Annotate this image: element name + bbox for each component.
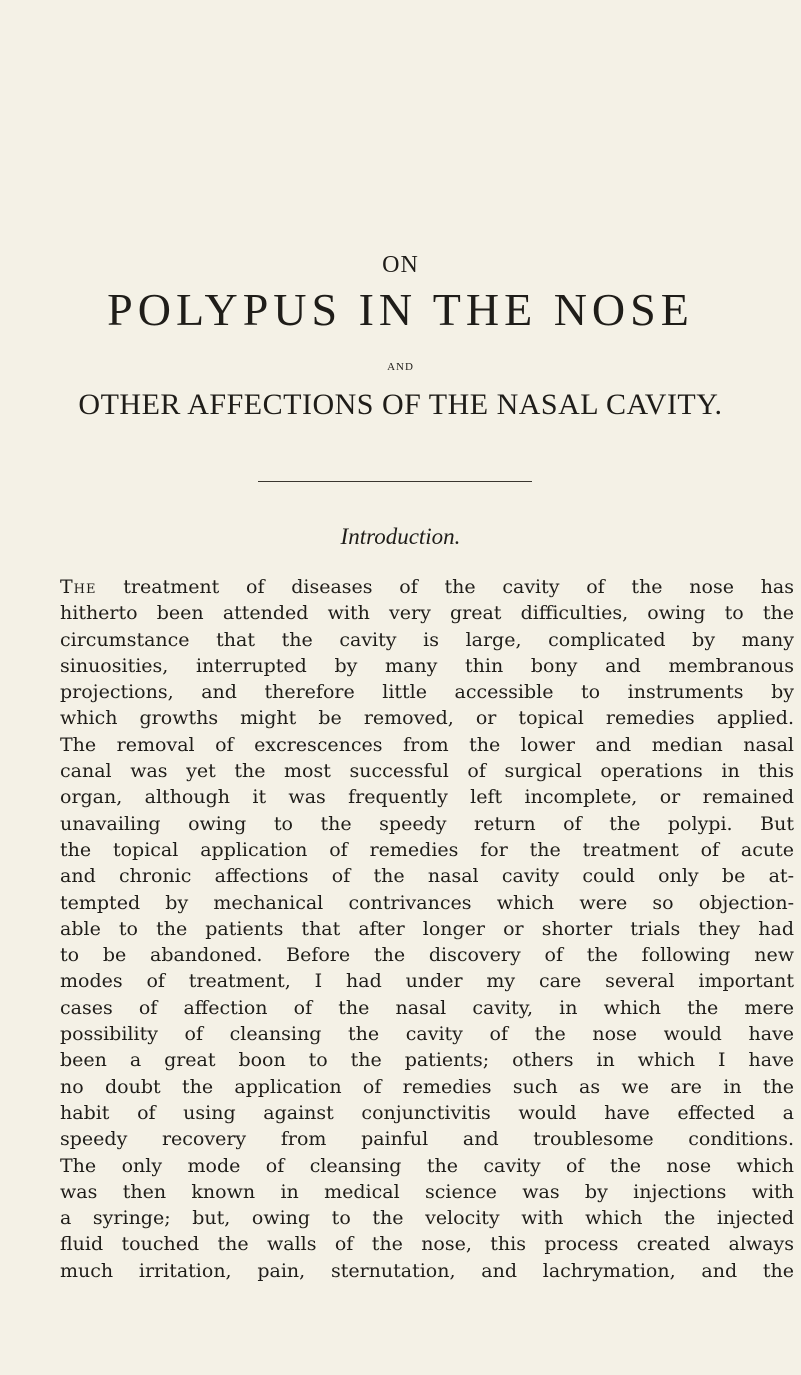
body-line: habit of using against conjunctivitis would have effected a bbox=[60, 1101, 794, 1124]
heading-on: ON bbox=[382, 252, 419, 278]
section-heading-introduction: Introduction. bbox=[340, 524, 461, 549]
body-paragraph bbox=[60, 574, 794, 1284]
body-line: cases of affection of the nasal cavity, in which the mere bbox=[60, 996, 794, 1019]
body-line: fluid touched the walls of the nose, this process created always bbox=[60, 1233, 794, 1256]
body-line: The removal of excrescences from the lower and median nasal bbox=[60, 733, 794, 756]
body-line: much irritation, pain, sternutation, and lachrymation, and the bbox=[60, 1259, 794, 1282]
body-line: to be abandoned. Before the discovery of the following new bbox=[60, 944, 794, 967]
body-line: able to the patients that after longer or shorter trials they had bbox=[60, 917, 794, 940]
body-line: possibility of cleansing the cavity of the nose would have bbox=[60, 1023, 794, 1046]
body-line: projections, and therefore little accessible to instruments by bbox=[60, 681, 794, 704]
body-line: which growths might be removed, or topical remedies applied. bbox=[60, 707, 794, 730]
body-line: The only mode of cleansing the cavity of the nose which bbox=[60, 1154, 794, 1177]
body-line: tempted by mechanical contrivances which were so objection- bbox=[60, 891, 794, 914]
document-subtitle: OTHER AFFECTIONS OF THE NASAL CAVITY. bbox=[78, 388, 723, 421]
first-word: The bbox=[60, 576, 97, 598]
heading-and: AND bbox=[387, 361, 414, 373]
body-line: hitherto been attended with very great difficulties, owing to the bbox=[60, 602, 794, 625]
body-line: circumstance that the cavity is large, complicated by many bbox=[60, 628, 794, 651]
body-line: sinuosities, interrupted by many thin bony and membranous bbox=[60, 654, 794, 677]
body-line: was then known in medical science was by injections with bbox=[60, 1180, 794, 1203]
title-rule-divider bbox=[258, 481, 532, 482]
body-line: no doubt the application of remedies such as we are in the bbox=[60, 1075, 794, 1098]
body-line: modes of treatment, I had under my care several important bbox=[60, 970, 794, 993]
body-line: unavailing owing to the speedy return of the polypi. But bbox=[60, 812, 794, 835]
body-line: the topical application of remedies for the treatment of acute bbox=[60, 838, 794, 861]
body-line: been a great boon to the patients; others in which I have bbox=[60, 1049, 794, 1072]
body-line: organ, although it was frequently left incomplete, or remained bbox=[60, 786, 794, 809]
body-line: canal was yet the most successful of surgical operations in this bbox=[60, 760, 794, 783]
body-line-1 bbox=[60, 574, 794, 600]
body-line: speedy recovery from painful and troublesome conditions. bbox=[60, 1128, 794, 1151]
body-line: and chronic affections of the nasal cavity could only be at- bbox=[60, 865, 794, 888]
body-line-text: treatment of diseases of the cavity of the nose has bbox=[123, 576, 795, 598]
document-title: POLYPUS IN THE NOSE bbox=[107, 284, 694, 335]
body-line: a syringe; but, owing to the velocity with which the injected bbox=[60, 1207, 794, 1230]
